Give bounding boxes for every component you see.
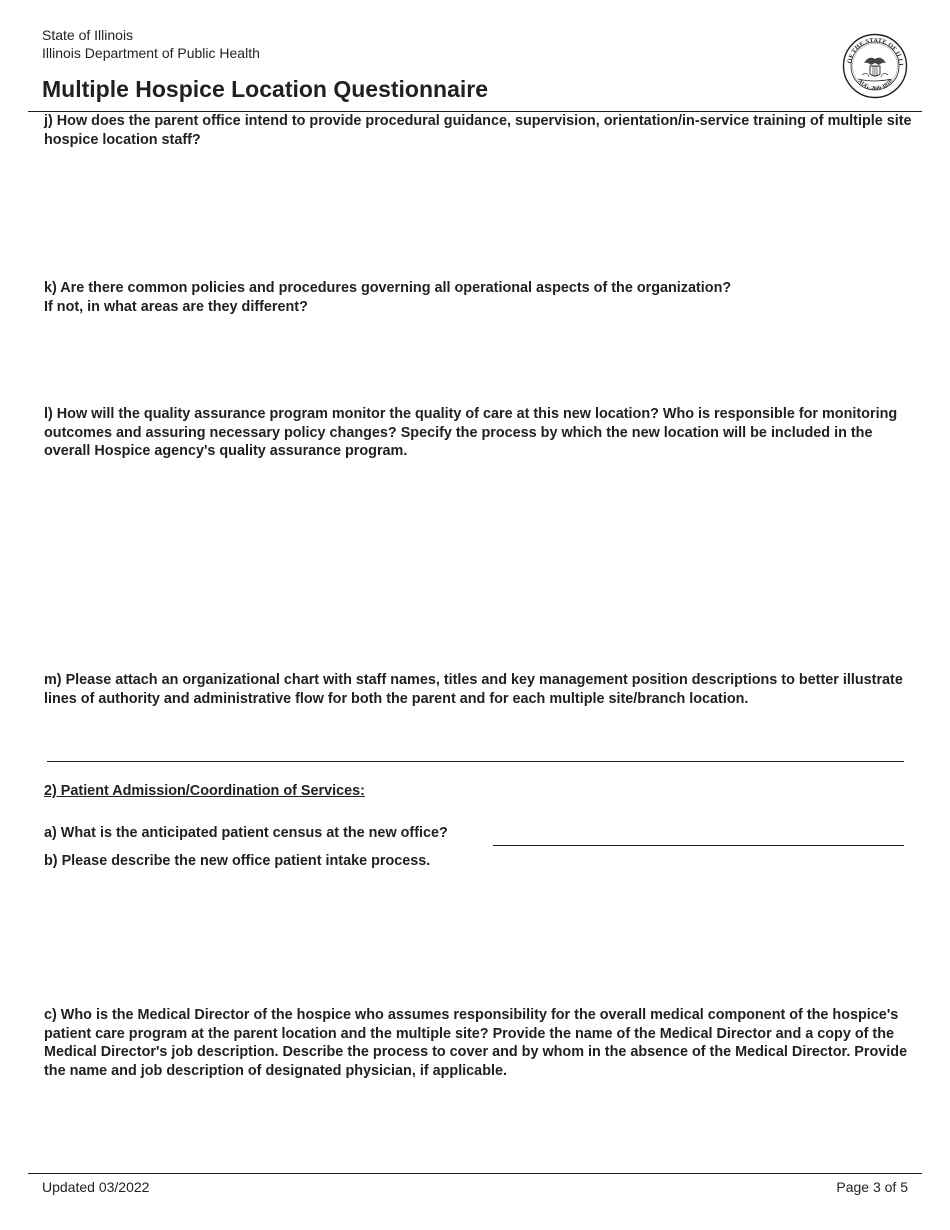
question-k xyxy=(44,279,919,316)
illinois-state-seal-icon xyxy=(842,33,908,99)
svg-text:SEAL OF THE STATE OF ILLINOIS: OF THE STATE OF ILLI xyxy=(846,36,905,67)
census-input[interactable] xyxy=(493,824,904,846)
question-m-answer-line[interactable] xyxy=(47,761,904,762)
updated-date: Updated 03/2022 xyxy=(42,1179,150,1195)
department-name: Illinois Department of Public Health xyxy=(42,45,260,61)
state-name: State of Illinois xyxy=(42,27,134,43)
question-j: j) How does the parent office intend to provide procedural guidance, supervision, orientation/in-service training of multiple site hospice location staff? xyxy=(44,113,912,148)
page-title: Multiple Hospice Location Questionnaire xyxy=(42,76,488,102)
svg-text:AUG. 26th 1818: AUG. 26th 1818 xyxy=(856,78,894,93)
footer-divider xyxy=(28,1173,922,1174)
question-k-line2: If not, in what areas are they different? xyxy=(44,298,308,315)
question-2b: b) Please describe the new office patient intake process. xyxy=(44,853,431,869)
question-m: m) Please attach an organizational chart with staff names, titles and key management position descriptions to better illustrate lines of authority and administrative flow for both the parent and for each multiple site/branch location. xyxy=(44,672,903,707)
question-2c: c) Who is the Medical Director of the hospice who assumes responsibility for the overall medical component of the hospice's patient care program at the parent location and the multiple site? Provide the name of the Medical Director and a copy of the Medical Director's job description. Describe the process to cover and by whom in the absence of the Medical Director. Provide the name and job description of designated physician, if applicable. xyxy=(44,1007,908,1079)
question-2a: a) What is the anticipated patient census at the new office? xyxy=(44,825,448,841)
page-number: Page 3 of 5 xyxy=(836,1179,908,1195)
section-2-heading: 2) Patient Admission/Coordination of Services: xyxy=(44,783,365,799)
question-k-line1: k) Are there common policies and procedures governing all operational aspects of the organization? xyxy=(44,280,732,296)
question-l: l) How will the quality assurance program monitor the quality of care at this new location? Who is responsible for monitoring outcomes and assuring necessary policy changes? Specify the process by which the new location will be included in the overall Hospice agency's quality assurance program. xyxy=(44,406,898,459)
